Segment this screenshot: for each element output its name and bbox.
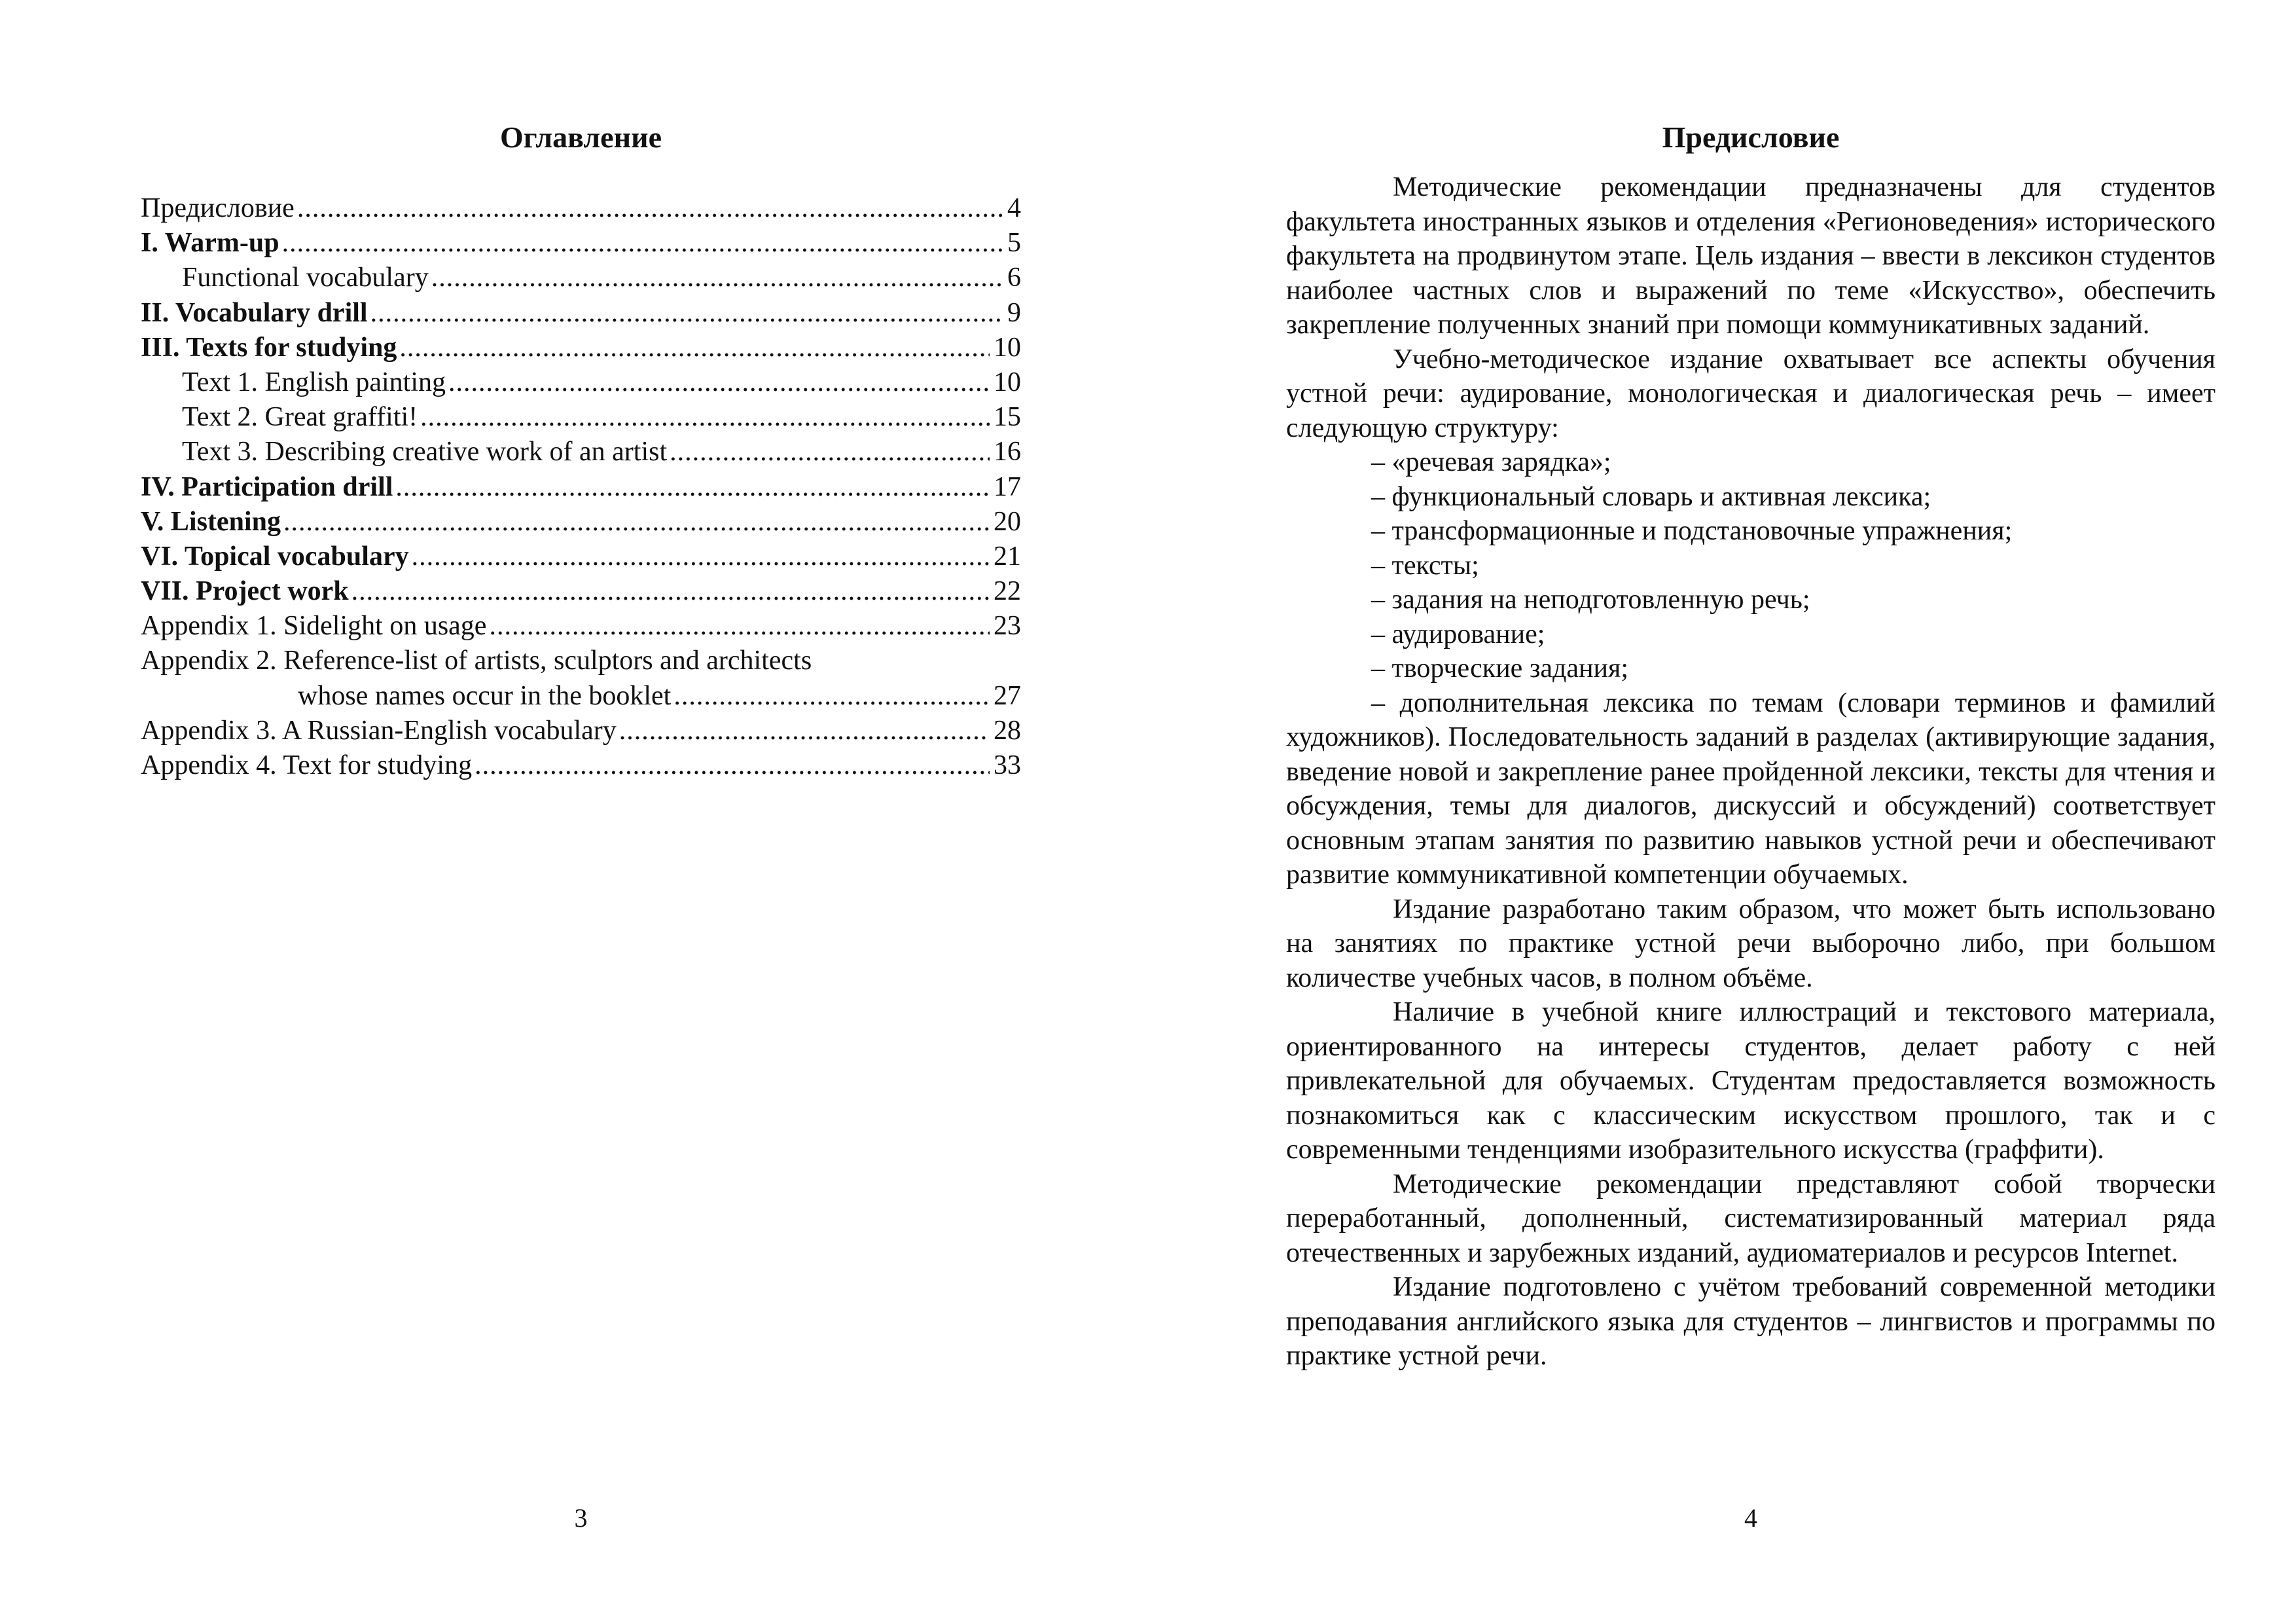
toc-entry: Предисловие ..... 4 bbox=[141, 191, 1021, 226]
page-number-right: 4 bbox=[1744, 1503, 1757, 1533]
toc-entry-multiline bbox=[141, 644, 1021, 713]
toc-entry: IV. Participation drill ..... 17 bbox=[141, 470, 1021, 505]
toc-entry: II. Vocabulary drill ..... 9 bbox=[141, 296, 1021, 331]
preface-paragraph: Издание разработано таким образом, что может быть использовано на занятиях по практике устной речи выборочно либо, при большом количестве учебных часов, в полном объёме. bbox=[1286, 894, 2215, 993]
structure-list-item: – задания на неподготовленную речь; bbox=[1371, 585, 1810, 615]
preface-body bbox=[1286, 170, 2215, 1374]
preface-title: Предисловие bbox=[1662, 120, 1840, 154]
toc-entry: I. Warm-up ..... 5 bbox=[141, 226, 1021, 261]
preface-paragraph: Издание подготовлено с учётом требований современной методики преподавания английского языка для студентов – лингвистов и программы по практике устной речи. bbox=[1286, 1272, 2215, 1371]
table-of-contents bbox=[141, 191, 1021, 783]
right-page bbox=[1286, 0, 2215, 1623]
page-number-left: 3 bbox=[574, 1503, 588, 1533]
structure-list-item: – творческие задания; bbox=[1371, 653, 1629, 684]
toc-entry: Appendix 1. Sidelight on usage ..... 23 bbox=[141, 609, 1021, 644]
toc-entry: Text 2. Great graffiti! ..... 15 bbox=[141, 400, 1021, 435]
structure-list-item: – трансформационные и подстановочные упражнения; bbox=[1371, 516, 2013, 546]
preface-paragraph: Учебно-методическое издание охватывает все аспекты обучения устной речи: аудирование, монологическая и диалогическая речь – имеет следующую структуру: bbox=[1286, 344, 2215, 443]
toc-entry: Appendix 3. A Russian-English vocabulary ..... 28 bbox=[141, 714, 1021, 748]
toc-title: Оглавление bbox=[499, 120, 662, 154]
structure-list-item: – тексты; bbox=[1371, 550, 1479, 581]
toc-entry: Appendix 4. Text for studying ..... 33 bbox=[141, 748, 1021, 783]
toc-entry: VII. Project work ..... 22 bbox=[141, 574, 1021, 609]
left-page bbox=[141, 0, 1021, 1623]
toc-entry: VI. Topical vocabulary ..... 21 bbox=[141, 539, 1021, 574]
preface-paragraph: Наличие в учебной книге иллюстраций и текстового материала, ориентированного на интересы студентов, делает работу с ней привлекательной для обучаемых. Студентам предоставляется возможность познакомиться как с классическим искусством прошлого, так и с современными тенденциями изобразительного искусства (граффити). bbox=[1286, 997, 2215, 1165]
toc-entry: III. Texts for studying ..... 10 bbox=[141, 331, 1021, 365]
toc-entry: Text 3. Describing creative work of an artist ..... 16 bbox=[141, 435, 1021, 469]
toc-entry: Functional vocabulary ..... 6 bbox=[141, 261, 1021, 295]
toc-entry: Text 1. English painting ..... 10 bbox=[141, 365, 1021, 400]
toc-entry-line2: whose names occur in the booklet ..... 27 bbox=[141, 679, 1021, 714]
structure-list-item: – функциональный словарь и активная лексика; bbox=[1371, 481, 1931, 512]
structure-list-item: – «речевая зарядка»; bbox=[1371, 447, 1611, 477]
toc-entry-line1: Appendix 2. Reference-list of artists, sculptors and architects bbox=[141, 646, 812, 676]
preface-paragraph: Методические рекомендации предназначены для студентов факультета иностранных языков и отделения «Регионоведения» исторического факультета на продвинутом этапе. Цель издания – ввести в лексикон студентов наиболее частных слов и выражений по теме «Искусство», обеспечить закрепление полученных знаний при помощи коммуникативных заданий. bbox=[1286, 172, 2215, 340]
preface-paragraph: Методические рекомендации представляют собой творчески переработанный, дополненный, систематизированный материал ряда отечественных и зарубежных изданий, аудиоматериалов и ресурсов Internet. bbox=[1286, 1169, 2215, 1268]
structure-list-item: – аудирование; bbox=[1371, 619, 1545, 649]
toc-entry: V. Listening ..... 20 bbox=[141, 505, 1021, 539]
structure-list-item-last: – дополнительная лексика по темам (словари терминов и фамилий художников). Последовательность заданий в разделах (активирующие задания, введение новой и закрепление ранее пройденной лексики, тексты для чтения и обсуждения, темы для диалогов, дискуссий и обсуждений) соответствует основным этапам занятия по развитию навыков устной речи и обеспечивают развитие коммуникативной компетенции обучаемых. bbox=[1286, 687, 2215, 890]
